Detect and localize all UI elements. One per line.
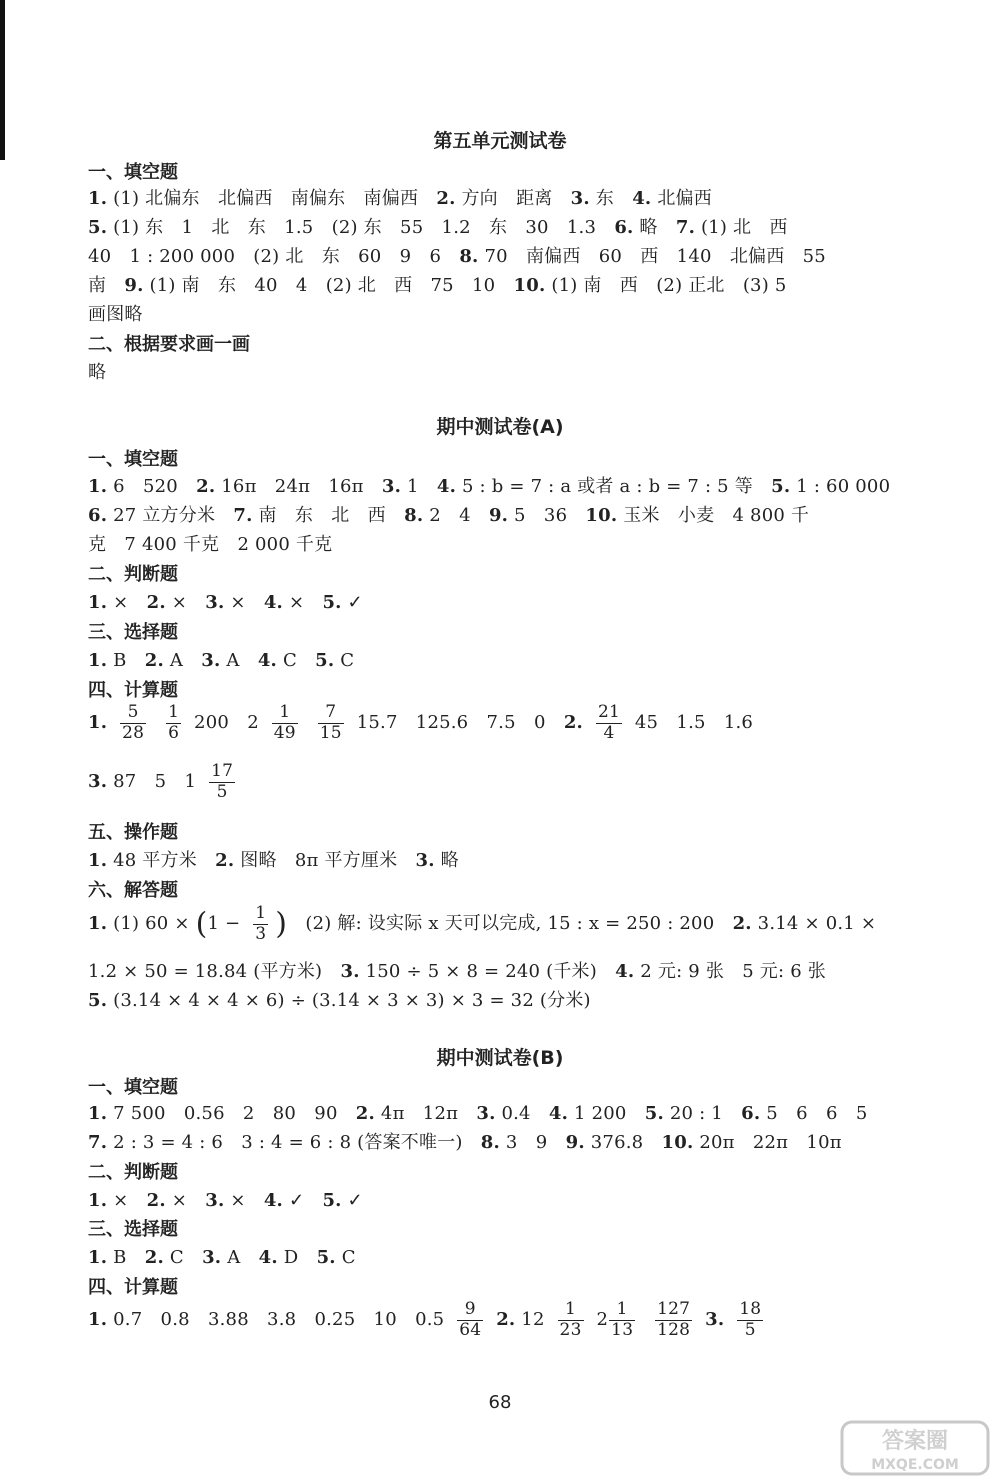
answer-text: 5 6 6 5 [760,1103,868,1124]
midA-choice-line [88,646,354,672]
answer-text: (1) 南 东 40 4 (2) 北 西 75 10 [143,275,514,296]
answer-text: 3 9 [500,1132,566,1153]
answer-text: 127 [657,1299,691,1319]
q-num: 10. [513,275,546,296]
q-num: 5. [88,217,108,238]
question-number: 3. [88,771,108,793]
answer-text: 64 [459,1319,482,1340]
midB-fill-line-2 [88,1128,842,1154]
unit5-fill-line-4 [88,271,787,297]
answer-text: B [107,1247,145,1268]
question-number: 3. [205,1190,225,1211]
q-num: 8. [459,246,479,267]
answer-text: 北偏西 [651,188,712,209]
question-number: 5. [316,1247,336,1268]
fraction [253,904,268,944]
fraction [558,1300,584,1340]
svg-text:答案圈: 答案圈 [881,1429,949,1454]
answer-text: 28 [122,722,145,743]
midA-operate-line [88,846,459,872]
question-number: 5. [322,592,342,613]
answer-text: C [335,1247,356,1268]
answer-text: 20π 22π 10π [693,1132,842,1153]
question-number: 8. [404,505,424,526]
question-number: 5. [644,1103,664,1124]
question-number: 3. [205,592,225,613]
answer-text: 南 东 北 西 [252,505,405,526]
midA-solve-line-1 [88,904,876,944]
answer-text: ✓ [283,1190,323,1211]
page-number: 68 [488,1392,512,1413]
answer-text: × [107,1190,147,1211]
fraction [166,703,181,743]
answer-text: 21 [597,702,620,722]
fraction [318,703,344,743]
answer-text: 1 200 [568,1103,645,1124]
question-number: 1. [88,850,108,871]
answer-text: 17 [211,761,234,781]
answer-text: × [165,592,206,613]
answer-text: 2 元: 9 张 5 元: 6 张 [634,961,826,982]
watermark-logo-icon [840,1418,990,1478]
answer-text: (1) 东 1 北 东 1.5 (2) 东 55 1.2 东 30 1.3 [107,217,615,238]
answer-text: (1) 北 西 [695,217,788,238]
parenthesis: ) [275,906,288,942]
question-number: 5. [322,1190,342,1211]
answer-text: 23 [559,1319,582,1340]
answer-text: C [277,650,316,671]
answer-text: (1) 北偏东 北偏西 南偏东 南偏西 [107,188,437,209]
answer-text: 0.7 0.8 3.88 3.8 0.25 10 0.5 [107,1309,445,1331]
unit5-draw-heading: 二、根据要求画一画 [88,334,250,355]
answer-text: 12 [515,1309,545,1331]
question-number: 2. [146,592,166,613]
answer-text: 70 南偏西 60 西 140 北偏西 55 [478,246,826,267]
question-number: 3. [202,1247,222,1268]
unit5-title: 第五单元测试卷 [433,130,567,152]
midB-fill-heading: 一、填空题 [88,1077,178,1098]
answer-text: 5 [744,1319,756,1340]
question-number: 1. [88,476,108,497]
answer-text: 27 立方分米 [107,505,234,526]
question-number: 2. [144,650,164,671]
answer-text: 9 [457,1300,483,1321]
question-number: 3. [476,1103,496,1124]
fraction [272,703,298,743]
question-number: 6. [88,505,108,526]
answer-text: 3 [255,923,267,944]
answer-text: 45 1.5 1.6 [634,712,754,734]
midB-choice-heading: 三、选择题 [88,1219,178,1240]
question-number: 4. [548,1103,569,1124]
question-number: 1. [88,1309,108,1331]
question-number: 4. [615,961,635,982]
answer-text: × [224,1190,264,1211]
unit5-fill-line-1 [88,184,712,210]
answer-text: (1) 60 × [107,913,196,935]
parenthesis: ( [195,906,208,942]
unit5-fill-line-5: 画图略 [88,304,143,325]
question-number: 10. [585,505,618,526]
q-num: 9. [124,275,144,296]
answer-text: 3.14 × 0.1 × [751,913,877,935]
midB-calc-heading: 四、计算题 [88,1277,178,1298]
question-number: 3. [705,1309,725,1331]
answer-text: 略 [434,850,459,871]
answer-text: ✓ [341,592,363,613]
answer-text: 1 [401,476,437,497]
midB-title: 期中测试卷(B) [436,1047,564,1069]
unit5-fill-line-3 [88,242,826,268]
answer-text: (1) 南 西 (2) 正北 (3) 5 [545,275,787,296]
midB-choice-line [88,1243,356,1269]
question-number: 4. [257,650,278,671]
midA-solve-line-3 [88,986,591,1012]
question-number: 2. [355,1103,375,1124]
question-number: 7. [88,1132,108,1153]
fraction [596,703,622,743]
answer-text: 6 [168,722,180,743]
fraction [209,762,235,802]
answer-text: 18 [739,1299,762,1319]
answer-text: × [283,592,323,613]
question-number: 4. [258,1247,278,1268]
question-number: 1. [88,650,108,671]
question-number: 9. [565,1132,585,1153]
question-number: 1. [88,1247,108,1268]
question-number: 2. [563,712,584,734]
question-number: 9. [488,505,509,526]
question-number: 3. [201,650,221,671]
answer-text: (2) 解: 设实际 x 天可以完成, 15 : x = 250 : 200 [287,913,733,935]
midA-calc-line-1 [88,703,753,743]
answer-text: × [107,592,147,613]
question-number: 4. [263,1190,284,1211]
answer-text: 150 ÷ 5 × 8 = 240 (千米) [359,961,616,982]
answer-text: 13 [611,1319,634,1340]
answer-text: × [165,1190,206,1211]
answer-text: A [220,650,258,671]
svg-text:MXQE.COM: MXQE.COM [871,1457,959,1473]
midA-choice-heading: 三、选择题 [88,622,178,643]
question-number: 2. [144,1247,164,1268]
answer-text: C [334,650,355,671]
midA-operate-heading: 五、操作题 [88,822,178,843]
question-number: 6. [741,1103,761,1124]
midA-judge-line [88,588,363,614]
answer-text: 7 [318,703,344,724]
midA-fill-line-3: 克 7 400 千克 2 000 千克 [88,534,333,555]
answer-text: 4 [603,722,615,743]
answer-text: 1 : 60 000 [790,476,891,497]
midA-solve-line-2 [88,957,826,983]
answer-text: 200 2 [194,712,259,734]
q-num: 7. [675,217,696,238]
question-number: 1. [88,913,108,935]
fraction [457,1300,483,1340]
answer-text: ✓ [341,1190,363,1211]
question-number: 2. [146,1190,166,1211]
answer-text: 1 − [207,913,247,935]
answer-text: 7 500 0.56 2 80 90 [107,1103,356,1124]
answer-text: 2 [596,1309,609,1331]
answer-text: B [107,650,145,671]
question-number: 1. [88,1103,108,1124]
question-number: 2. [496,1309,516,1331]
midA-fill-line-2 [88,501,809,527]
midB-calc-line [88,1300,770,1340]
answer-text: 1 [168,702,180,722]
midA-fill-heading: 一、填空题 [88,449,178,470]
q-num: 4. [632,188,652,209]
question-number: 5. [315,650,335,671]
question-number: 8. [480,1132,500,1153]
answer-text: × [224,592,264,613]
answer-text: A [221,1247,259,1268]
q-num: 6. [614,217,634,238]
unit5-draw-answer: 略 [88,362,107,383]
answer-text: 5 36 [508,505,586,526]
q-num: 1. [88,188,108,209]
midA-calc-line-2 [88,762,242,802]
answer-text: 略 [633,217,676,238]
answer-text: 方向 距离 [455,188,571,209]
answer-text: 南 [88,275,125,296]
answer-text: D [277,1247,317,1268]
answer-text: 128 [657,1319,691,1340]
midA-solve-heading: 六、解答题 [88,880,178,901]
fraction [737,1300,763,1340]
q-num: 3. [570,188,590,209]
question-number: 10. [661,1132,694,1153]
answer-text: 5 [120,703,146,724]
question-number: 4. [436,476,457,497]
answer-text: 1.2 × 50 = 18.84 (平方米) [88,961,341,982]
question-number: 3. [381,476,402,497]
fraction [609,1300,635,1340]
midA-title: 期中测试卷(A) [436,416,564,438]
question-number: 2. [732,913,752,935]
question-number: 7. [233,505,253,526]
question-number: 2. [215,850,235,871]
question-number: 3. [415,850,435,871]
midA-judge-heading: 二、判断题 [88,564,178,585]
unit5-fill-line-2 [88,213,788,239]
question-number: 2. [196,476,216,497]
answer-text: A [163,650,202,671]
answer-text: 48 平方米 [107,850,216,871]
answer-text: 40 1 : 200 000 (2) 北 东 60 9 6 [88,246,460,267]
answer-text: 376.8 [584,1132,662,1153]
answer-text: 1 [255,903,267,923]
answer-text: 15.7 125.6 7.5 0 [356,712,564,734]
answer-text: 1 [272,703,298,724]
answer-text: 2 4 [423,505,489,526]
answer-text: 图略 8π 平方厘米 [234,850,416,871]
question-number: 1. [88,592,108,613]
question-number: 3. [340,961,360,982]
fraction [655,1300,692,1340]
answer-text: 1 [609,1300,635,1321]
answer-text: 87 5 1 [113,771,197,793]
question-number: 4. [263,592,284,613]
answer-text: 0.4 [495,1103,549,1124]
answer-text: 5 [216,781,228,802]
question-number: 1. [88,712,108,734]
midB-judge-heading: 二、判断题 [88,1162,178,1183]
fraction [120,703,146,743]
midA-calc-heading: 四、计算题 [88,680,178,701]
answer-text: 16π 24π 16π [215,476,382,497]
answer-text: 6 520 [107,476,197,497]
question-number: 5. [771,476,791,497]
answer-text: 20 : 1 [663,1103,742,1124]
answer-text: 东 [589,188,633,209]
question-number: 1. [88,1190,108,1211]
answer-text: 玉米 小麦 4 800 千 [617,505,810,526]
unit5-fill-heading: 一、填空题 [88,162,178,183]
question-number: 5. [88,990,108,1011]
answer-text: 49 [273,722,296,743]
answer-text: C [163,1247,203,1268]
midB-fill-line-1 [88,1099,868,1125]
answer-text: 4π 12π [375,1103,477,1124]
midA-fill-line-1 [88,472,890,498]
answer-text: 5 : b = 7 : a 或者 a : b = 7 : 5 等 [456,476,772,497]
answer-text: (3.14 × 4 × 4 × 6) ÷ (3.14 × 3 × 3) × 3 = 32 (分米) [107,990,591,1011]
answer-text: 1 [558,1300,584,1321]
q-num: 2. [436,188,456,209]
answer-text: 2 : 3 = 4 : 6 3 : 4 = 6 : 8 (答案不唯一) [107,1132,481,1153]
answer-text: 15 [319,722,342,743]
midB-judge-line [88,1186,363,1212]
